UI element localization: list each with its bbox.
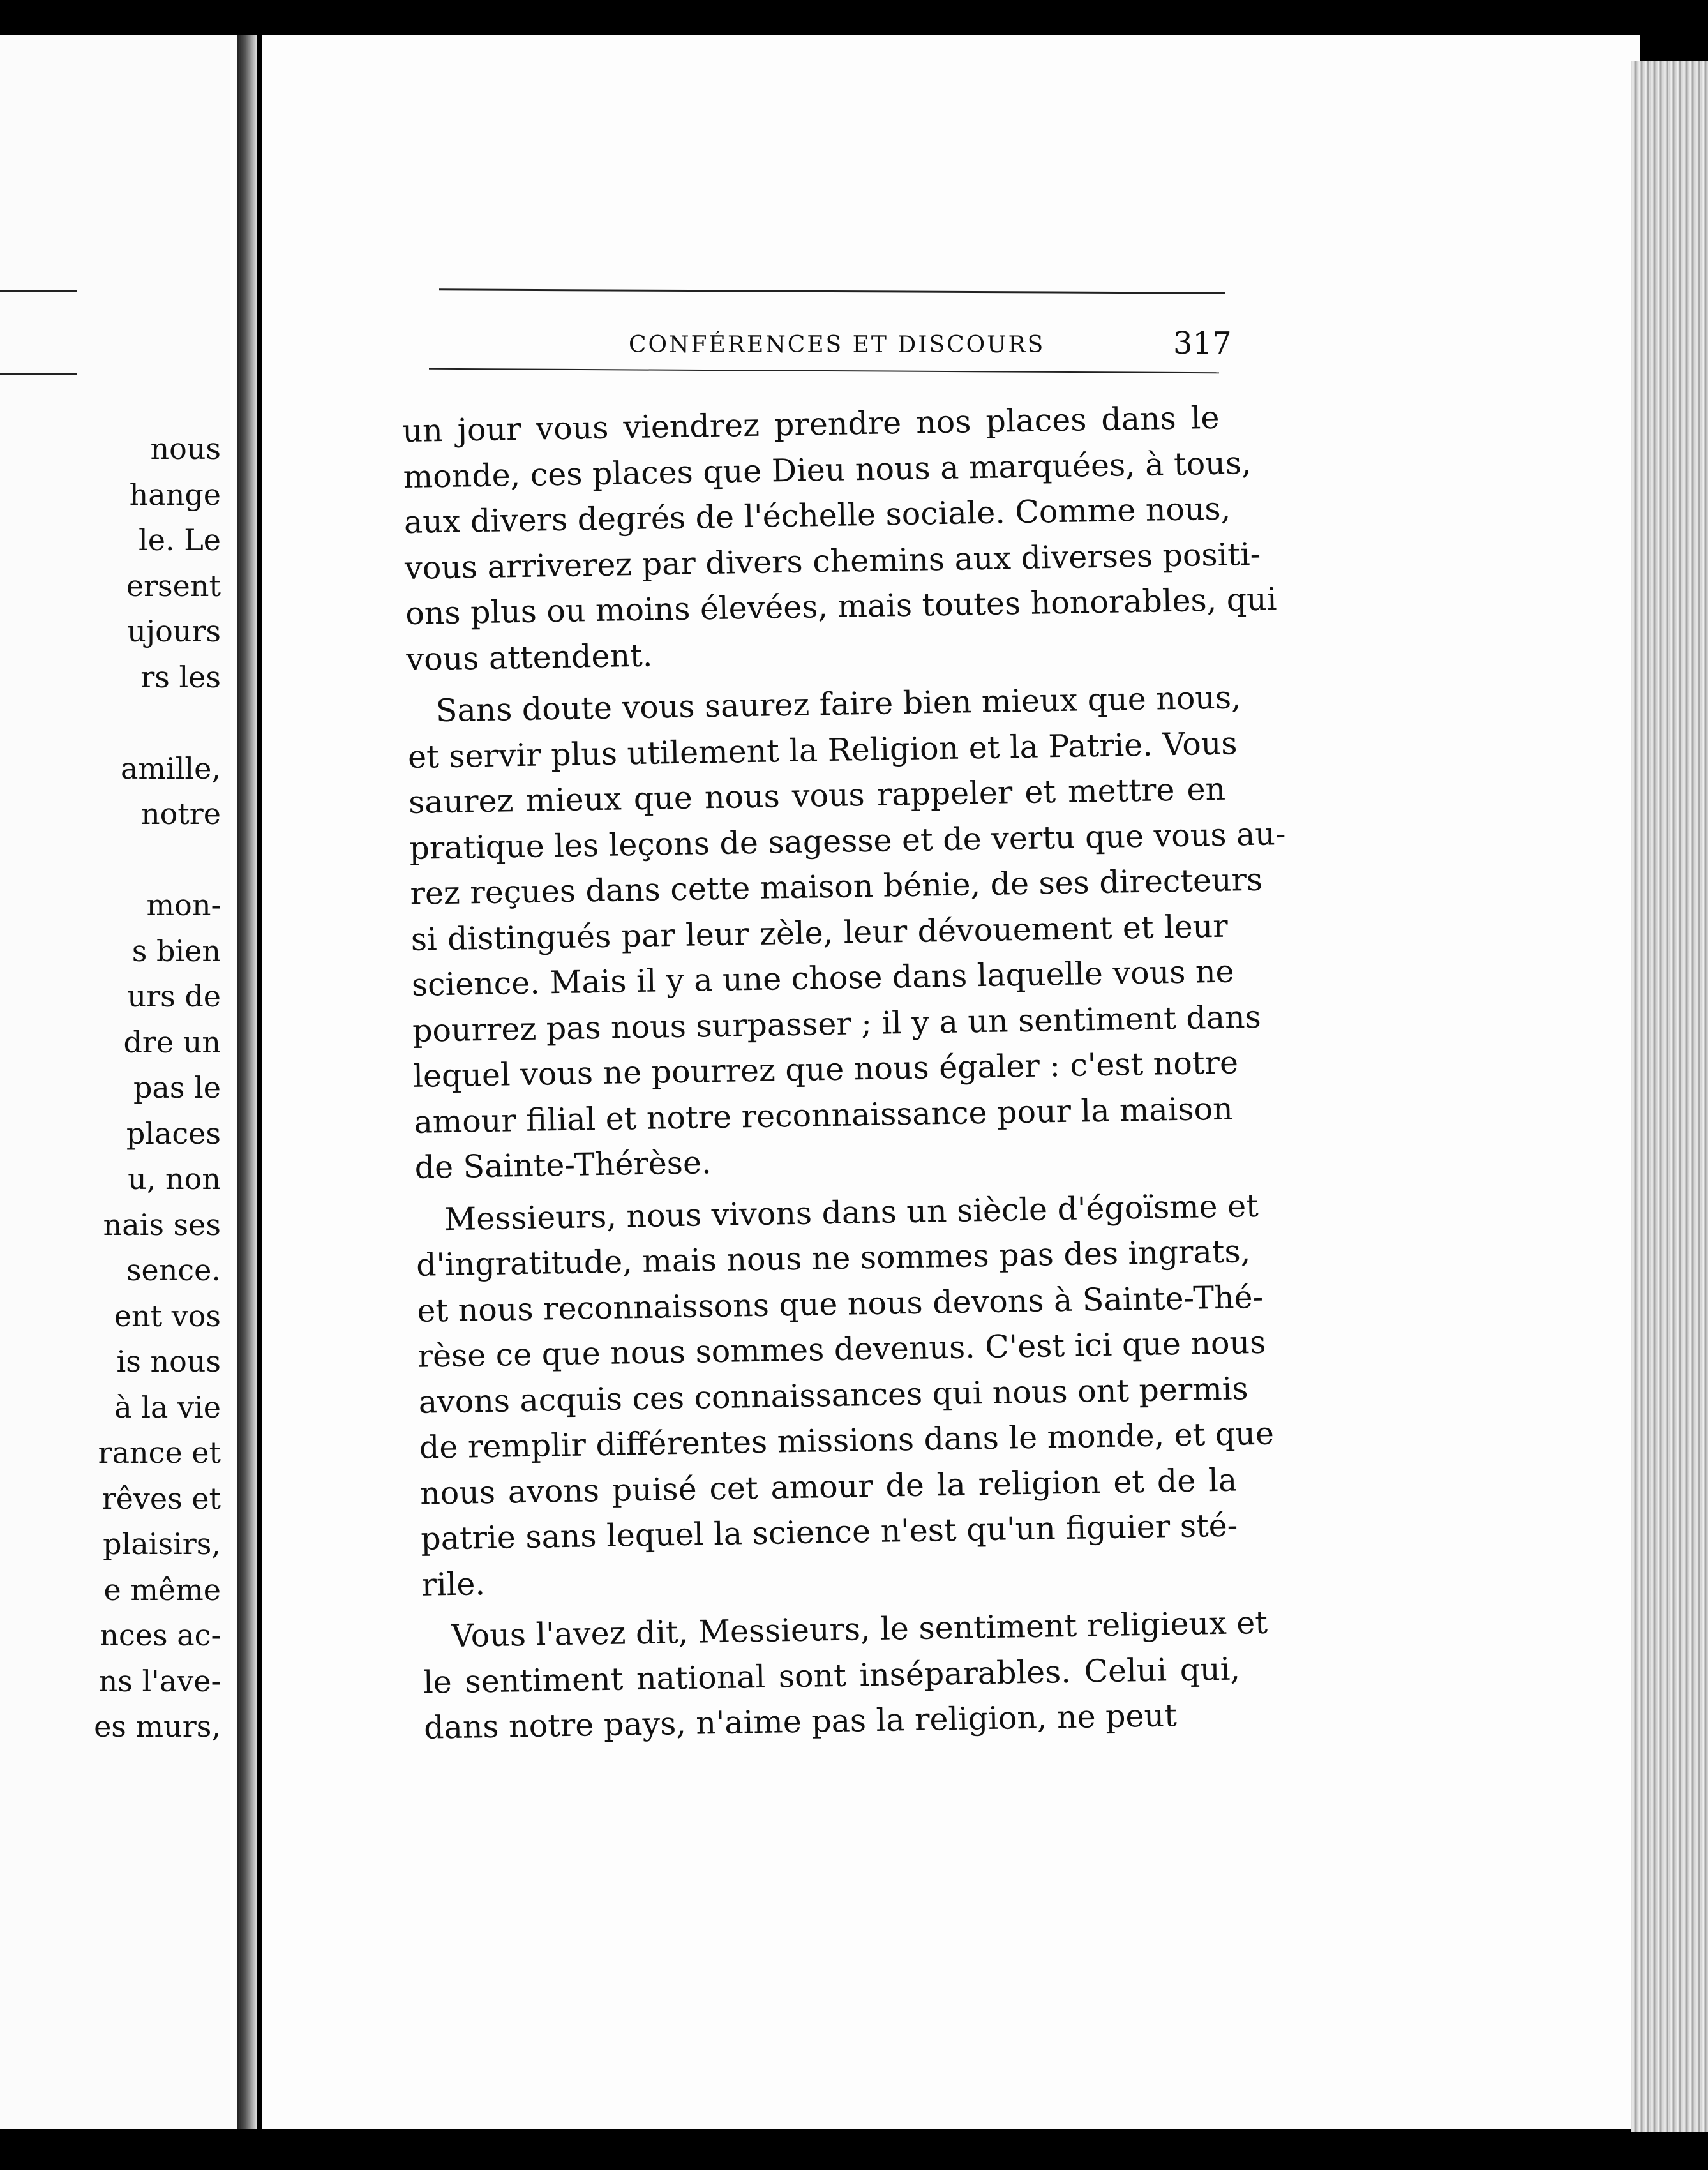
body-text — [402, 395, 1286, 1751]
paragraph — [422, 1601, 1268, 1751]
text-line: saurez mieux que nous vous rappeler et mettre en — [408, 770, 1226, 821]
facing-page-line: urs de — [127, 979, 221, 1014]
facing-page-line: is nous — [116, 1344, 221, 1379]
text-line: monde, ces places que Dieu nous a marquées, à tous, — [403, 444, 1252, 495]
text-line: amour filial et notre reconnaissance pour la maison — [414, 1090, 1233, 1141]
text-line: Messieurs, nous vivons dans un siècle d'égoïsme et — [444, 1187, 1259, 1238]
facing-page-line: nous — [150, 431, 221, 466]
facing-page-line: le. Le — [139, 523, 221, 557]
facing-page-line: à la vie — [114, 1389, 221, 1425]
text-line: vous arriverez par divers chemins aux diverses positi- — [404, 535, 1261, 587]
text-line: pratique les leçons de sagesse et de vertu que vous au- — [408, 815, 1286, 867]
facing-page — [0, 35, 237, 2129]
text-line: rèse ce que nous sommes devenus. C'est ici que nous — [417, 1324, 1266, 1375]
text-line: nous avons puisé cet amour de la religion et de la — [419, 1462, 1238, 1512]
facing-page-line: ent vos — [114, 1298, 221, 1333]
facing-page-line: es murs, — [94, 1709, 221, 1744]
text-line: patrie sans lequel la science n'est qu'un figuier sté- — [420, 1507, 1238, 1557]
facing-page-line: notre — [140, 797, 221, 831]
text-line: ons plus ou moins élevées, mais toutes honorables, qui — [405, 581, 1277, 632]
facing-page-line: places — [126, 1116, 221, 1151]
facing-page-line: rs les — [140, 659, 221, 694]
text-line: Vous l'avez dit, Messieurs, le sentiment religieux et — [451, 1604, 1268, 1654]
paragraph — [415, 1183, 1275, 1608]
facing-page-line: rance et — [98, 1435, 221, 1470]
text-line: Sans doute vous saurez faire bien mieux que nous, — [435, 679, 1242, 730]
facing-page-line: nais ses — [103, 1207, 221, 1242]
text-line: avons acquis ces connaissances qui nous ont permis — [418, 1370, 1248, 1421]
facing-page-line: pas le — [133, 1070, 221, 1105]
text-line: si distingués par leur zèle, leur dévouement et leur — [410, 908, 1229, 958]
facing-page-line: nces ac- — [100, 1618, 221, 1652]
facing-page-line: dre un — [123, 1024, 221, 1059]
page-number: 317 — [1173, 326, 1232, 361]
facing-page-line: ujours — [127, 614, 221, 648]
text-line: vous attendent. — [406, 637, 653, 678]
text-line: pourrez pas nous surpasser ; il y a un sentiment dans — [412, 998, 1262, 1049]
facing-page-line: rêves et — [101, 1481, 221, 1516]
page-edges — [1631, 61, 1708, 2132]
facing-page-line: ns l'ave- — [98, 1663, 221, 1698]
running-title: CONFÉRENCES ET DISCOURS — [629, 332, 1045, 358]
text-line: d'ingratitude, mais nous ne sommes pas des ingrats, — [416, 1233, 1251, 1283]
text-line: rez reçues dans cette maison bénie, de ses directeurs — [410, 861, 1263, 912]
text-line: dans notre pays, n'aime pas la religion, ne peut — [423, 1697, 1178, 1746]
text-line: de remplir différentes missions dans le monde, et que — [419, 1415, 1275, 1466]
facing-page-line: plaisirs, — [103, 1527, 221, 1561]
text-line: et servir plus utilement la Religion et la Patrie. Vous — [407, 724, 1238, 775]
facing-page-line: u, non — [128, 1162, 221, 1196]
text-line: de Sainte-Thérèse. — [414, 1144, 712, 1186]
paragraph — [407, 675, 1286, 1191]
text-line: et nous reconnaissons que nous devons à Sainte-Thé- — [416, 1278, 1264, 1329]
facing-page-line: sence. — [126, 1253, 221, 1287]
text-line: aux divers degrés de l'échelle sociale. Comme nous, — [403, 490, 1231, 541]
facing-page-line: hange — [129, 477, 221, 512]
paragraph — [402, 395, 1277, 682]
text-line: rile. — [421, 1565, 486, 1603]
facing-page-line: mon- — [146, 888, 221, 922]
facing-page-rule — [0, 373, 77, 375]
text-line: le sentiment national sont inséparables. Celui qui, — [423, 1650, 1241, 1701]
text-line: un jour vous viendrez prendre nos places dans le — [402, 399, 1220, 449]
text-line: lequel vous ne pourrez que nous égaler : c'est notre — [412, 1044, 1239, 1095]
book-gutter — [237, 35, 257, 2129]
facing-page-line: e même — [103, 1572, 221, 1607]
facing-page-rule — [0, 290, 77, 292]
facing-page-line: s bien — [131, 933, 221, 968]
text-line: science. Mais il y a une chose dans laquelle vous ne — [411, 953, 1234, 1003]
facing-page-line: amille, — [120, 751, 221, 786]
facing-page-line: ersent — [126, 568, 221, 603]
